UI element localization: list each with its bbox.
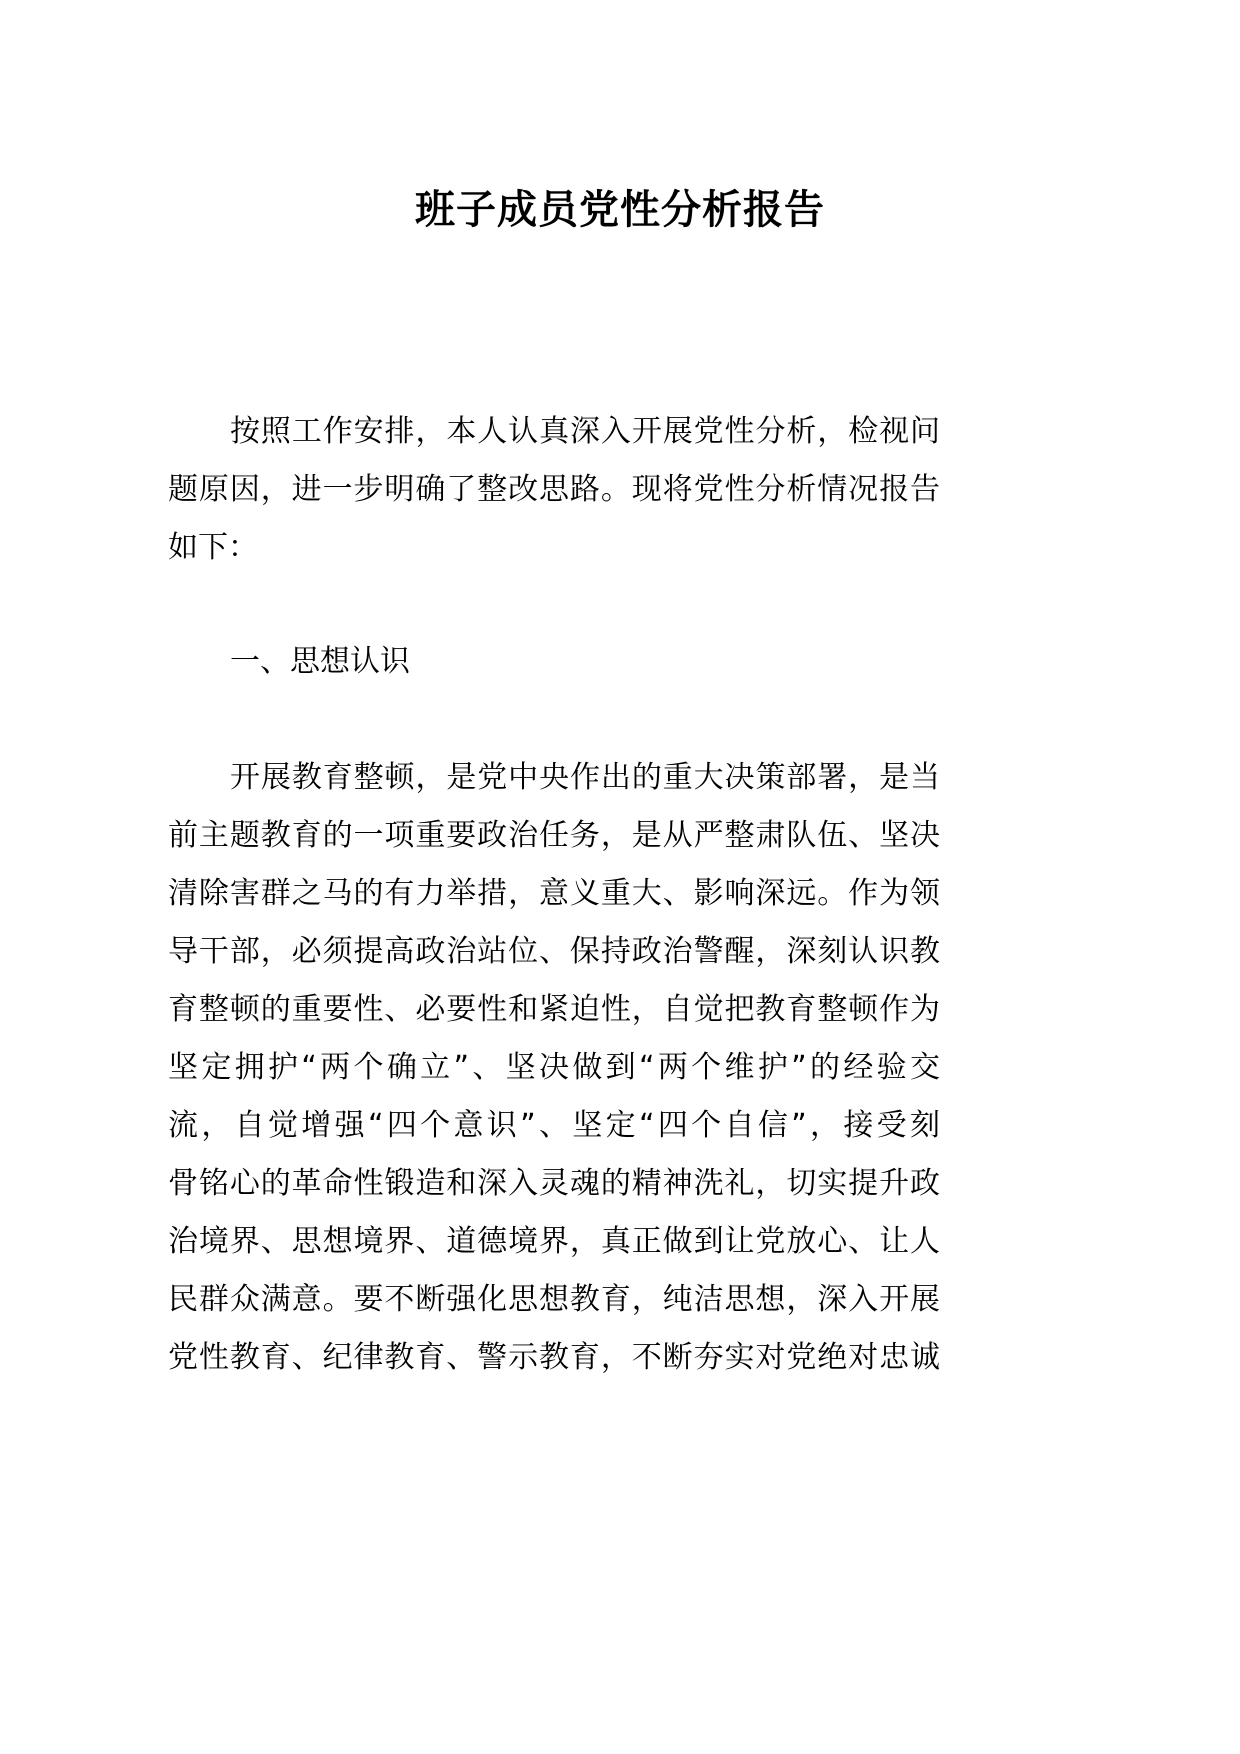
paragraph-line: 清除害群之马的有力举措，意义重大、影响深远。作为领	[168, 876, 940, 911]
paragraph-line: 骨铭心的革命性锻造和深入灵魂的精神洗礼，切实提升政	[168, 1166, 940, 1201]
paragraph-line: 前主题教育的一项重要政治任务，是从严整肃队伍、坚决	[168, 818, 940, 853]
paragraph-line: 治境界、思想境界、道德境界，真正做到让党放心、让人	[168, 1224, 940, 1259]
paragraph-line: 民群众满意。要不断强化思想教育，纯洁思想，深入开展	[168, 1282, 940, 1317]
paragraph-line: 流，自觉增强“四个意识”、坚定“四个自信”，接受刻	[168, 1108, 940, 1143]
paragraph-line: 题原因，进一步明确了整改思路。现将党性分析情况报告	[168, 472, 940, 507]
section-heading: 一、思想认识	[230, 644, 410, 679]
paragraph-line: 党性教育、纪律教育、警示教育，不断夯实对党绝对忠诚	[168, 1340, 940, 1375]
section1-paragraph	[168, 749, 940, 1387]
paragraph-line: 坚定拥护“两个确立”、坚决做到“两个维护”的经验交	[168, 1050, 940, 1085]
paragraph-line: 育整顿的重要性、必要性和紧迫性，自觉把教育整顿作为	[168, 992, 940, 1027]
document-title: 班子成员党性分析报告	[415, 187, 825, 233]
intro-paragraph	[168, 403, 940, 577]
paragraph-line: 如下：	[168, 530, 258, 565]
paragraph-line: 开展教育整顿，是党中央作出的重大决策部署，是当	[230, 760, 940, 795]
paragraph-line: 导干部，必须提高政治站位、保持政治警醒，深刻认识教	[168, 934, 940, 969]
paragraph-line: 按照工作安排，本人认真深入开展党性分析，检视问	[230, 414, 940, 449]
